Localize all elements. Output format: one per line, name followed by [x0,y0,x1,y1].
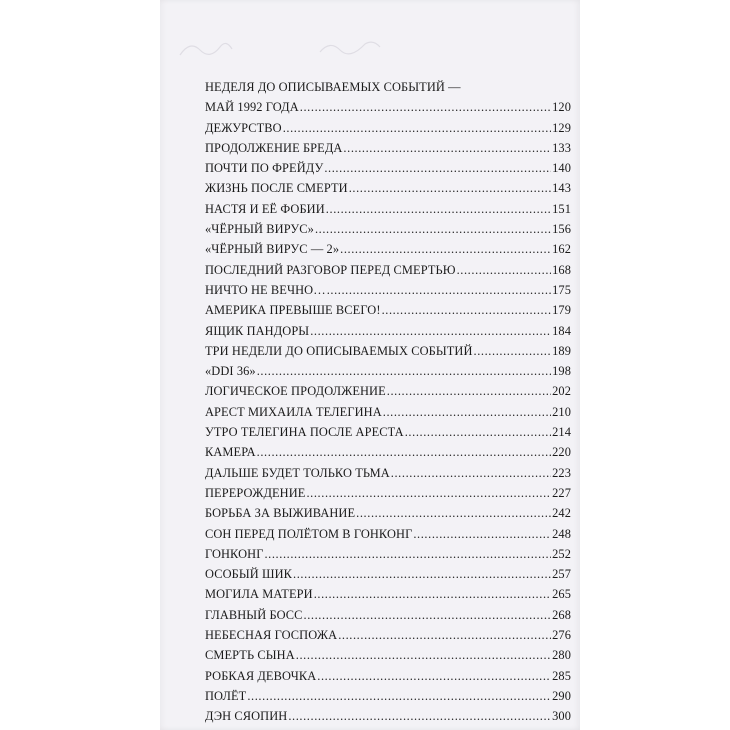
toc-dot-leader [264,547,551,562]
toc-entry-title: ДАЛЬШЕ БУДЕТ ТОЛЬКО ТЬМА [205,465,390,480]
toc-entry-title: ЛОГИЧЕСКОЕ ПРОДОЛЖЕНИЕ [205,384,386,399]
toc-dot-leader [349,181,551,196]
toc-entry-title: МОГИЛА МАТЕРИ [205,587,313,602]
toc-entry-title: ГЛАВНЫЙ БОСС [205,607,303,622]
toc-entry-title: УТРО ТЕЛЕГИНА ПОСЛЕ АРЕСТА [205,425,404,440]
toc-entry-page-number: 162 [552,242,571,257]
toc-entry-page-number: 179 [552,303,571,318]
toc-entry-page-number: 129 [552,120,571,135]
toc-entry-title: АРЕСТ МИХАИЛА ТЕЛЕГИНА [205,404,382,419]
toc-dot-leader [257,364,551,379]
toc-entry [205,466,571,486]
toc-entry-page-number: 189 [552,343,571,358]
toc-entry-title: ПРОДОЛЖЕНИЕ БРЕДА [205,140,343,155]
toc-entry-page-number: 168 [552,262,571,277]
toc-entry-title: «ЧЁРНЫЙ ВИРУС» [205,222,314,237]
toc-dot-leader [457,263,552,278]
toc-entry [205,222,571,242]
toc-dot-leader [257,445,551,460]
toc-entry [205,547,571,567]
toc-entry-page-number: 227 [552,485,571,500]
toc-dot-leader [391,466,551,481]
toc-entry-title: ПОЧТИ ПО ФРЕЙДУ [205,161,324,176]
toc-entry-title: БОРЬБА ЗА ВЫЖИВАНИЕ [205,506,356,521]
toc-dot-leader [306,486,551,501]
toc-dot-leader [474,344,552,359]
toc-dot-leader [296,648,551,663]
toc-dot-leader [326,202,551,217]
toc-dot-leader [317,669,551,684]
toc-entry [205,648,571,668]
toc-entry-page-number: 140 [552,161,571,176]
toc-dot-leader [327,283,551,298]
toc-entry-page-number: 202 [552,384,571,399]
toc-entry-page-number: 290 [552,688,571,703]
toc-entry-page-number: 265 [552,587,571,602]
toc-entry [205,324,571,344]
toc-entry-title: МАЙ 1992 ГОДА [205,100,299,115]
toc-entry [205,384,571,404]
toc-entry [205,121,571,141]
toc-entry [205,141,571,161]
toc-entry [205,669,571,689]
toc-entry [205,689,571,709]
toc-entry-page-number: 276 [552,628,571,643]
toc-dot-leader [304,608,552,623]
toc-entry [205,283,571,303]
toc-entry-title: ДЭН СЯОПИН [205,709,288,724]
toc-entry [205,587,571,607]
toc-entry-title: СМЕРТЬ СЫНА [205,648,295,663]
toc-entry [205,405,571,425]
toc-entry-title: НАСТЯ И ЕЁ ФОБИИ [205,201,325,216]
toc-entry-page-number: 220 [552,445,571,460]
toc-entry [205,445,571,465]
toc-entry-page-number: 268 [552,607,571,622]
toc-entry-title: НИЧТО НЕ ВЕЧНО… [205,282,326,297]
toc-entry-page-number: 280 [552,648,571,663]
toc-entry-title: ГОНКОНГ [205,546,264,561]
toc-dot-leader [315,222,551,237]
toc-entry-title: ТРИ НЕДЕЛИ ДО ОПИСЫВАЕМЫХ СОБЫТИЙ [205,343,473,358]
toc-entry-title: «ЧЁРНЫЙ ВИРУС — 2» [205,242,340,257]
toc-dot-leader [310,324,551,339]
toc-entry-title: КАМЕРА [205,445,256,460]
toc-entry [205,202,571,222]
toc-dot-leader [293,567,551,582]
toc-entry [205,80,571,100]
toc-entry-page-number: 120 [552,100,571,115]
toc-entry-title: НЕБЕСНАЯ ГОСПОЖА [205,628,338,643]
toc-entry [205,506,571,526]
toc-dot-leader [247,689,551,704]
toc-dot-leader [383,405,551,420]
toc-entry-page-number: 214 [552,425,571,440]
toc-entry [205,242,571,262]
toc-entry-page-number: 151 [552,201,571,216]
toc-entry-title: АМЕРИКА ПРЕВЫШЕ ВСЕГО! [205,303,381,318]
toc-entry [205,628,571,648]
toc-entry-page-number: 285 [552,668,571,683]
toc-entry [205,181,571,201]
toc-entry-page-number: 252 [552,546,571,561]
toc-entry [205,344,571,364]
toc-entry-page-number: 223 [552,465,571,480]
toc-entry [205,100,571,120]
toc-dot-leader [413,527,551,542]
toc-entry [205,567,571,587]
toc-entry-page-number: 143 [552,181,571,196]
toc-entry [205,364,571,384]
toc-entry-page-number: 133 [552,140,571,155]
toc-entry-title: «DDI 36» [205,364,256,379]
toc-entry-title: ЖИЗНЬ ПОСЛЕ СМЕРТИ [205,181,348,196]
toc-entry-page-number: 198 [552,364,571,379]
toc-dot-leader [356,506,551,521]
toc-entry [205,527,571,547]
toc-entry [205,486,571,506]
toc-entry-title: ПОЛЁТ [205,688,247,703]
toc-entry [205,709,571,729]
toc-entry-page-number: 242 [552,506,571,521]
toc-entry-title: РОБКАЯ ДЕВОЧКА [205,668,317,683]
toc-entry-title: ПОСЛЕДНИЙ РАЗГОВОР ПЕРЕД СМЕРТЬЮ [205,262,456,277]
toc-entry [205,303,571,323]
toc-entry-page-number: 300 [552,709,571,724]
toc-dot-leader [387,384,551,399]
toc-dot-leader [338,628,551,643]
toc-entry-title: СОН ПЕРЕД ПОЛЁТОМ В ГОНКОНГ [205,526,413,541]
toc-entry-page-number: 156 [552,222,571,237]
toc-entry-title: НЕДЕЛЯ ДО ОПИСЫВАЕМЫХ СОБЫТИЙ — [205,80,461,94]
toc-entry-page-number: 175 [552,282,571,297]
toc-entry-title: ДЕЖУРСТВО [205,120,282,135]
toc-entry-page-number: 257 [552,567,571,582]
toc-entry [205,608,571,628]
toc-dot-leader [288,709,551,724]
toc-entry [205,161,571,181]
toc-dot-leader [340,242,551,257]
toc-entry-title: ПЕРЕРОЖДЕНИЕ [205,485,306,500]
bleed-through-signature [170,30,390,65]
toc-dot-leader [300,100,551,115]
toc-dot-leader [343,141,551,156]
toc-entry-page-number: 210 [552,404,571,419]
toc-dot-leader [314,587,551,602]
toc-dot-leader [405,425,551,440]
toc-dot-leader [283,121,551,136]
toc-entry-title: ЯЩИК ПАНДОРЫ [205,323,310,338]
toc-entry-page-number: 248 [552,526,571,541]
toc-entry [205,263,571,283]
table-of-contents [205,80,571,730]
toc-dot-leader [324,161,551,176]
toc-entry-page-number: 184 [552,323,571,338]
toc-entry [205,425,571,445]
toc-entry-title: ОСОБЫЙ ШИК [205,567,292,582]
toc-dot-leader [382,303,552,318]
